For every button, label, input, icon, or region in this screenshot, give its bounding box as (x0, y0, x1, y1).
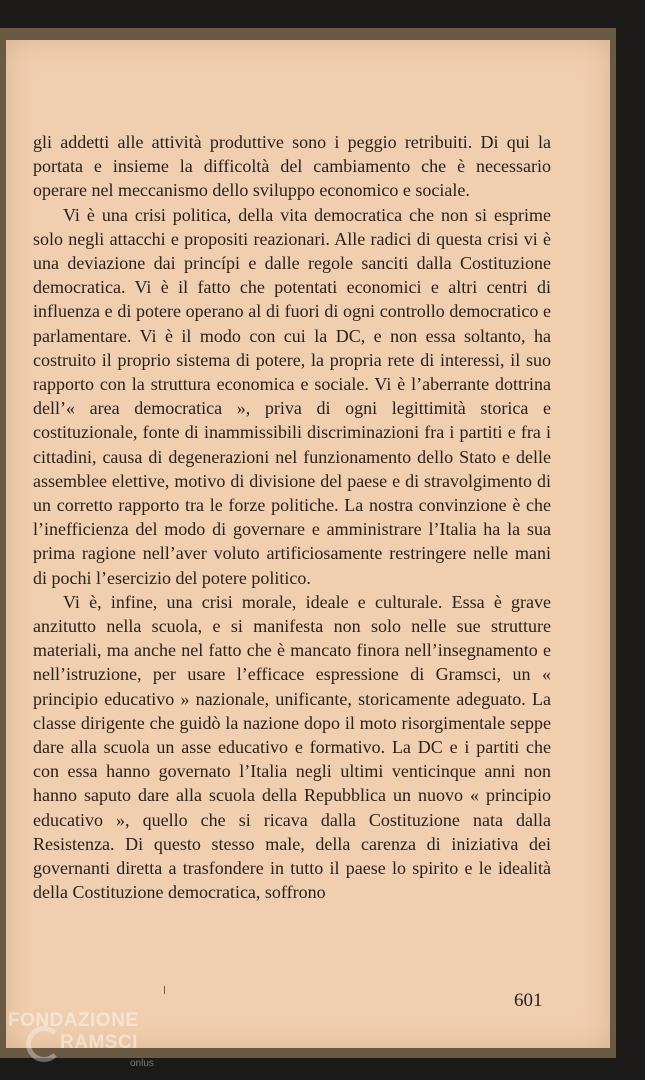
paragraph-1: gli addetti alle attività produttive sono i peggio retribuiti. Di qui la portata e insieme la difficoltà del cambiamento che è necessario operare nel meccanismo dello sviluppo economico e sociale. (33, 132, 551, 201)
paragraph-3: Vi è, infine, una crisi morale, ideale e culturale. Essa è grave anzitutto nella scuola, e si manifesta non solo nelle sue strutture materiali, ma anche nel fatto che è mancato finora nell’insegnamento e nell’istruzione, per usare l’efficace espressione di Gramsci, un « principio educativo » nazionale, unificante, storicamente adeguato. La classe dirigente che guidò la nazione dopo il moto risorgimentale seppe dare alla scuola un asse educativo e formativo. La DC e i partiti che con essa hanno governato l’Italia negli ultimi venticinque anni non hanno saputo dare alla scuola della Repubblica un nuovo « principio educativo », quello che si ricava dalla Costituzione nata dalla Resistenza. Di questo stesso male, della carenza di iniziativa dei governanti diretta a trasfondere in tutto il paese lo spirito e le idealità della Costituzione democratica, soffrono (33, 591, 551, 903)
watermark-g-icon (26, 1026, 62, 1062)
watermark-small: onlus (130, 1058, 154, 1069)
watermark-line2: RAMSCI (60, 1032, 138, 1053)
paragraph-2: Vi è una crisi politica, della vita democratica che non si esprime solo negli attacchi e propositi reazionari. Alle radici di questa crisi vi è una deviazione dai princípi e dalle regole sanciti dalla Costituzione democratica. Vi è il fatto che potentati economici e altri centri di influenza e di potere operano al di fuori di ogni controllo democratico e parlamentare. Vi è il modo con cui la DC, e non essa soltanto, ha costruito il proprio sistema di potere, la propria rete di interessi, il suo rapporto con la struttura economica e sociale. Vi è l’aberrante dottrina dell’« area democratica », priva di ogni legittimità storica e costituzionale, fonte di inammissibili discriminazioni fra i partiti e fra i cittadini, causa di degenerazioni nel funzionamento dello Stato e delle assemblee elettive, motivo di divisione del paese e di stravolgimento di un corretto rapporto tra le forze politiche. La nostra convinzione è che l’inefficienza del modo di governare e amministrare l’Italia ha la sua prima ragione nell’aver voluto artificiosamente restringere nelle mani di pochi l’esercizio del potere politico. (33, 204, 551, 588)
book-page (6, 40, 610, 1048)
ink-mark (164, 986, 165, 994)
watermark-line1: FONDAZIONE (8, 1010, 139, 1031)
watermark-logo (8, 1010, 168, 1078)
page-number: 601 (514, 990, 543, 1011)
page-text (33, 130, 551, 905)
